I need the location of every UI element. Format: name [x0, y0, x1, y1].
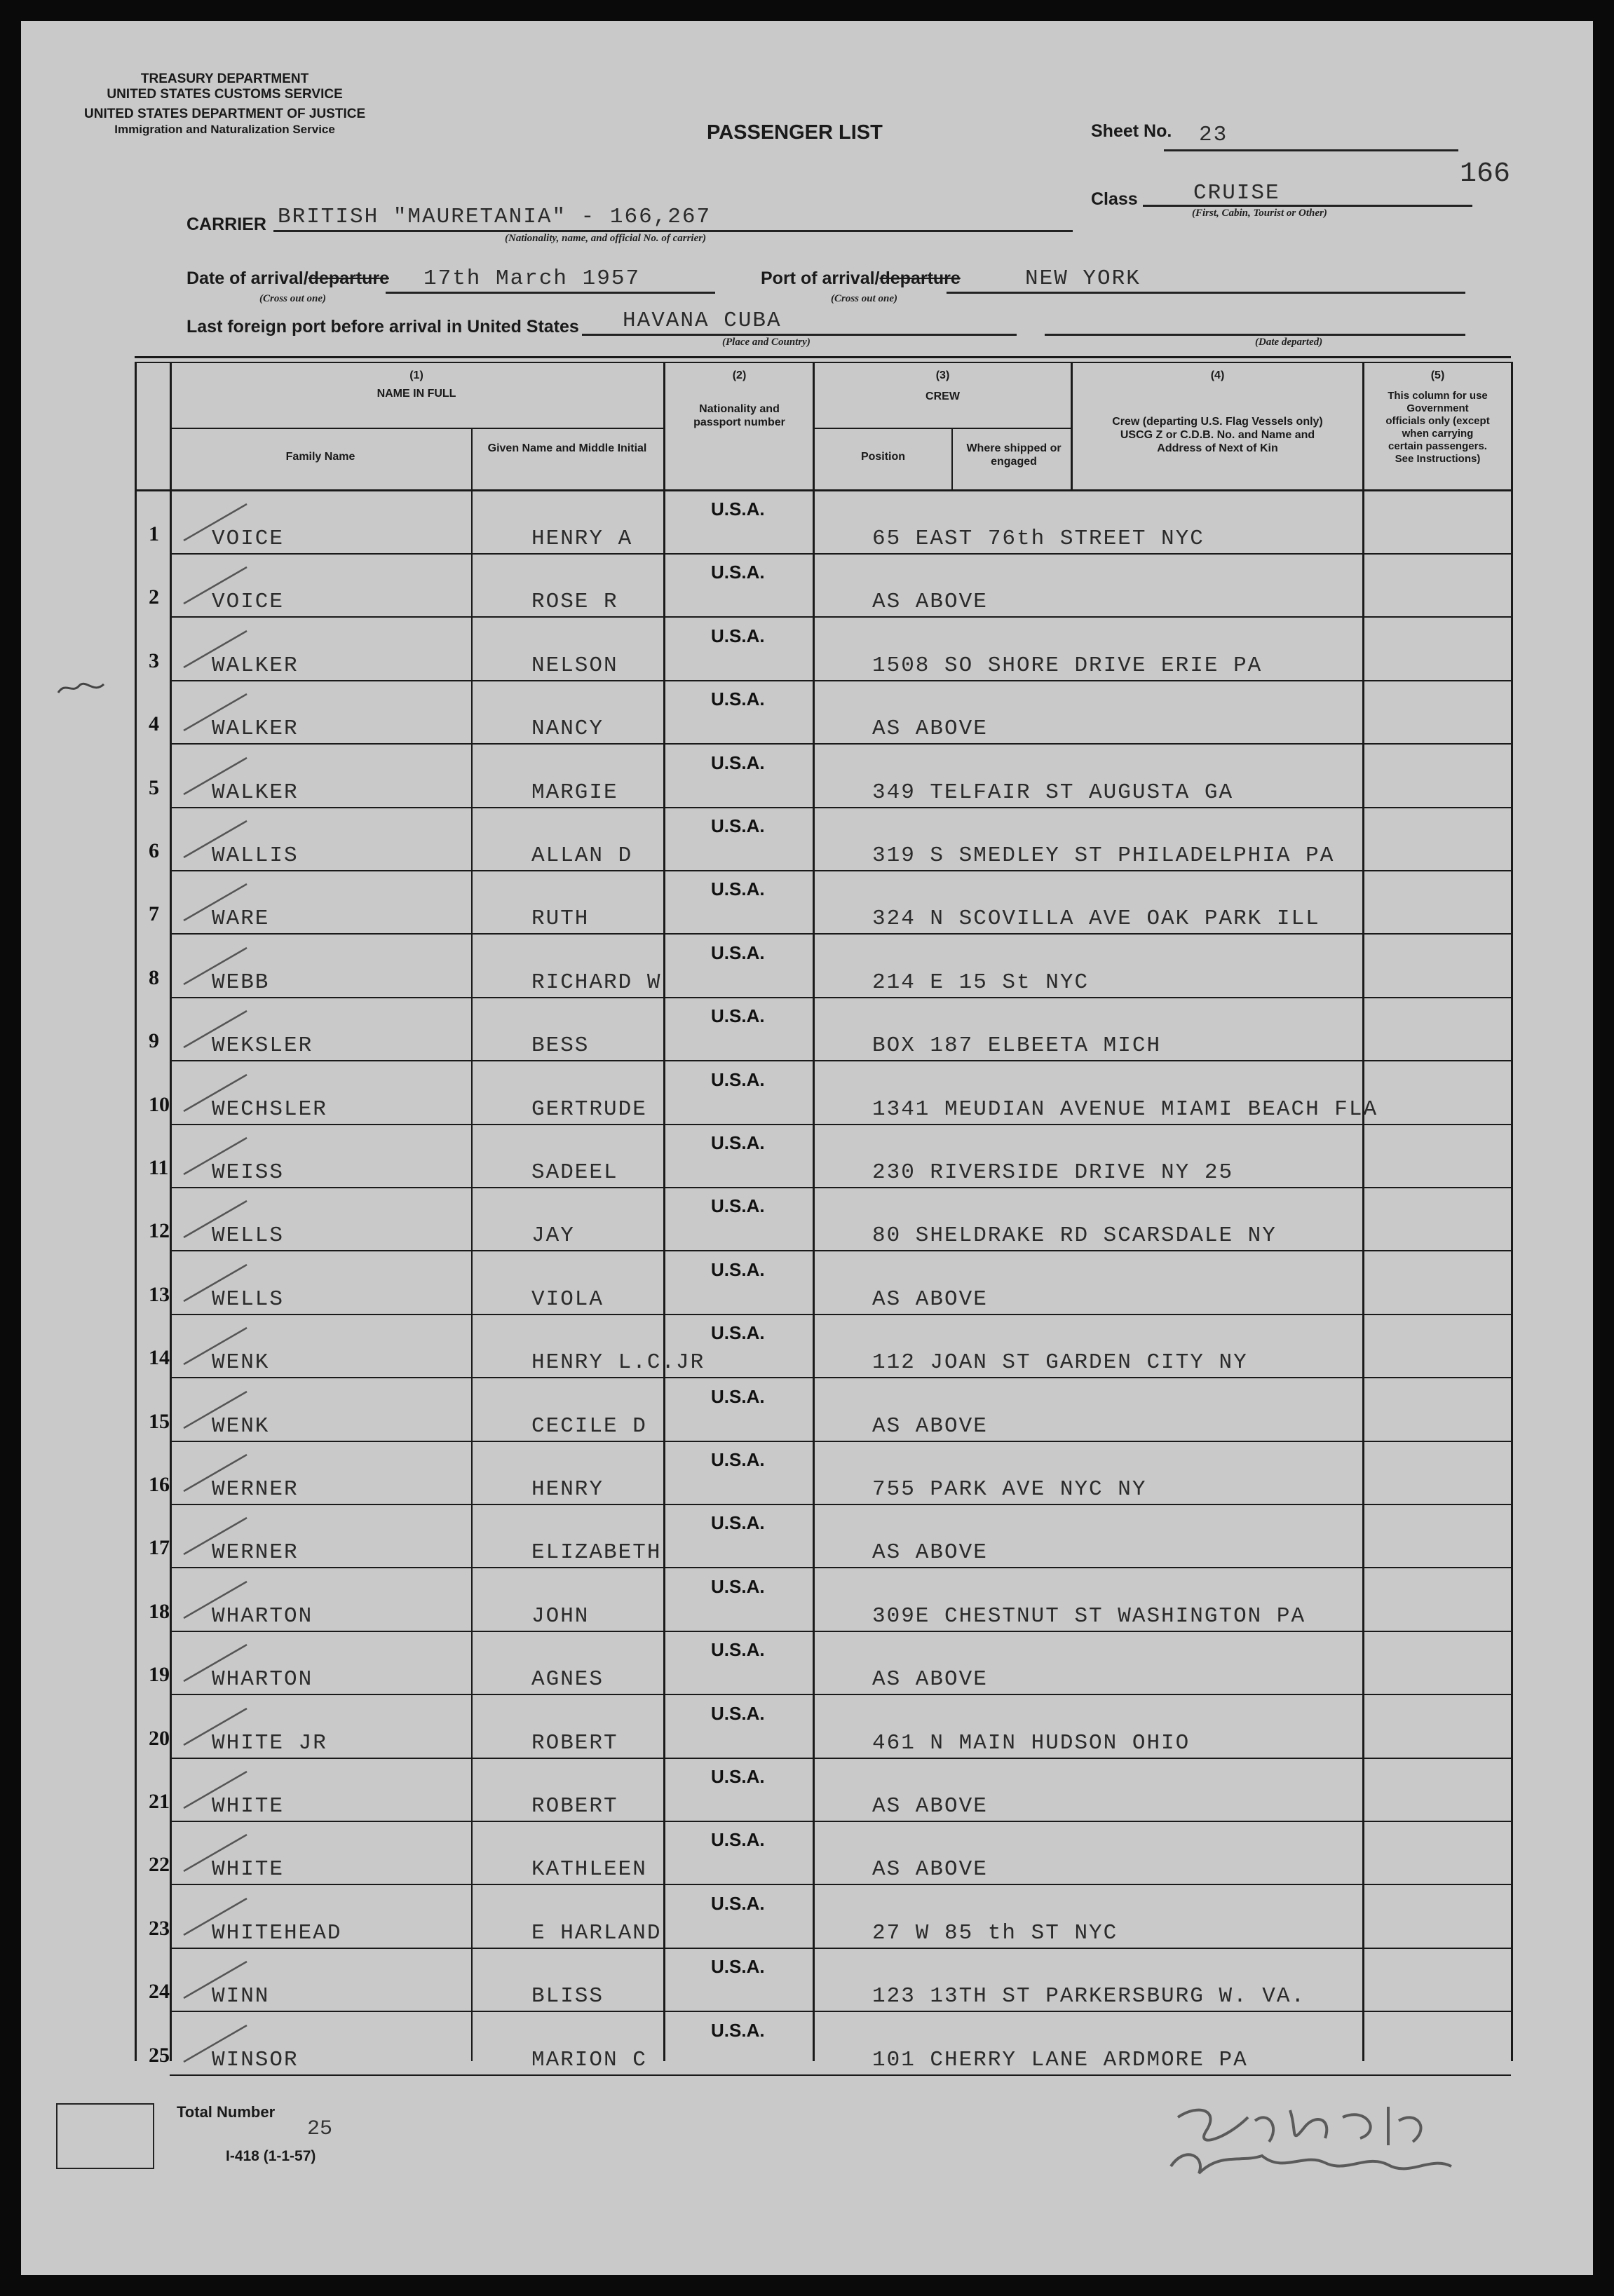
check-mark — [177, 1956, 261, 2005]
next-of-kin-address: 309E CHESTNUT ST WASHINGTON PA — [872, 1604, 1306, 1629]
given-name: JOHN — [531, 1604, 590, 1629]
family-name: WHITE — [212, 1857, 285, 1882]
nationality: U.S.A. — [711, 942, 765, 963]
row-separator — [170, 1821, 1511, 1822]
arrival-date-struck: departure — [308, 269, 389, 288]
table-top-border-inner — [135, 362, 1511, 363]
family-name: WALLIS — [212, 843, 299, 868]
next-of-kin-address: 101 CHERRY LANE ARDMORE PA — [872, 2048, 1248, 2072]
given-name: NANCY — [531, 716, 604, 741]
name-subheader-line — [170, 428, 663, 429]
given-name: KATHLEEN — [531, 1857, 647, 1882]
sheet-number: 23 — [1199, 123, 1228, 147]
next-of-kin-address: 65 EAST 76th STREET NYC — [872, 527, 1205, 551]
nationality: U.S.A. — [711, 1259, 765, 1280]
given-name: CECILE D — [531, 1414, 647, 1439]
row-separator — [170, 870, 1511, 871]
check-mark — [177, 688, 261, 738]
family-name: WALKER — [212, 653, 299, 678]
row-number: 1 — [149, 522, 159, 545]
family-name: WENK — [212, 1350, 270, 1375]
row-separator — [170, 933, 1511, 935]
given-name: VIOLA — [531, 1287, 604, 1312]
nationality: U.S.A. — [711, 1069, 765, 1090]
family-name: WHITE — [212, 1794, 285, 1819]
col1-title: NAME IN FULL — [377, 388, 456, 400]
family-name: VOICE — [212, 527, 285, 551]
check-mark — [177, 878, 261, 928]
row-separator — [170, 997, 1511, 998]
row-separator — [170, 1631, 1511, 1632]
agency-line: Immigration and Naturalization Service — [114, 123, 335, 136]
check-mark — [177, 1322, 261, 1371]
carrier-value: BRITISH "MAURETANIA" - 166,267 — [278, 205, 712, 229]
port-label — [761, 269, 961, 289]
class-value: CRUISE — [1193, 181, 1280, 205]
last-port-underline — [582, 334, 1017, 336]
row-number: 25 — [149, 2044, 170, 2067]
port-struck: departure — [879, 269, 961, 288]
nationality: U.S.A. — [711, 1512, 765, 1533]
check-mark — [177, 1512, 261, 1561]
row-separator — [170, 1124, 1511, 1125]
arrival-date-underline — [386, 292, 715, 294]
row-separator — [170, 1948, 1511, 1949]
nationality: U.S.A. — [711, 688, 765, 709]
next-of-kin-address: AS ABOVE — [872, 1794, 988, 1819]
given-name-header: Given Name and Middle Initial — [487, 442, 647, 454]
check-mark — [177, 1766, 261, 1815]
form-number: I-418 (1-1-57) — [226, 2148, 316, 2164]
nationality: U.S.A. — [711, 1956, 765, 1977]
row-number: 14 — [149, 1346, 170, 1369]
col2-number: (2) — [732, 369, 747, 381]
check-mark — [177, 1069, 261, 1118]
next-of-kin-address: AS ABOVE — [872, 1540, 988, 1565]
row-separator — [170, 1504, 1511, 1505]
check-mark — [177, 1005, 261, 1054]
given-name: RUTH — [531, 906, 590, 931]
given-name: AGNES — [531, 1667, 604, 1692]
row-number: 4 — [149, 712, 159, 735]
next-of-kin-address: 1508 SO SHORE DRIVE ERIE PA — [872, 653, 1263, 678]
class-label: Class — [1091, 189, 1138, 209]
check-mark — [177, 1893, 261, 1942]
family-name: WHARTON — [212, 1667, 313, 1692]
given-name: ROBERT — [531, 1731, 618, 1755]
signature-mark — [1157, 2089, 1549, 2194]
given-name: HENRY A — [531, 527, 633, 551]
family-name: WHITEHEAD — [212, 1921, 342, 1945]
check-mark — [177, 498, 261, 548]
carrier-label: CARRIER — [187, 215, 266, 234]
row-separator — [170, 1884, 1511, 1885]
family-name: VOICE — [212, 590, 285, 614]
family-name: WERNER — [212, 1540, 299, 1565]
row-number: 21 — [149, 1790, 170, 1813]
given-name: MARION C — [531, 2048, 647, 2072]
col3-number: (3) — [935, 369, 950, 381]
nationality: U.S.A. — [711, 1005, 765, 1026]
next-of-kin-address: 319 S SMEDLEY ST PHILADELPHIA PA — [872, 843, 1335, 868]
row-separator — [170, 1567, 1511, 1568]
check-mark — [177, 1829, 261, 1878]
carrier-hint: (Nationality, name, and official No. of carrier) — [505, 233, 707, 244]
given-name: E HARLAND — [531, 1921, 662, 1945]
given-name: HENRY — [531, 1477, 604, 1502]
given-name: BLISS — [531, 1984, 604, 2009]
family-name: WHARTON — [212, 1604, 313, 1629]
row-separator — [170, 1250, 1511, 1251]
arrival-date-label-text: Date of arrival/ — [187, 269, 308, 288]
given-name: RICHARD W — [531, 970, 662, 995]
col5-number: (5) — [1430, 369, 1445, 381]
row-number: 9 — [149, 1029, 159, 1052]
carrier-underline — [273, 230, 1073, 232]
date-departed-underline — [1045, 334, 1465, 336]
family-name: WEISS — [212, 1160, 285, 1185]
row-separator — [170, 1060, 1511, 1061]
nationality: U.S.A. — [711, 1132, 765, 1153]
check-mark — [177, 1195, 261, 1244]
given-name: ALLAN D — [531, 843, 633, 868]
check-mark — [177, 1259, 261, 1308]
crew-subheader-line — [813, 428, 1071, 429]
cross-out-hint-1: (Cross out one) — [259, 293, 327, 304]
table-top-border — [135, 356, 1511, 358]
nationality: U.S.A. — [711, 562, 765, 583]
next-of-kin-address: 27 W 85 th ST NYC — [872, 1921, 1118, 1945]
row-number: 23 — [149, 1917, 170, 1940]
sheet-underline — [1164, 149, 1458, 151]
row-number: 22 — [149, 1853, 170, 1876]
next-of-kin-address: AS ABOVE — [872, 590, 988, 614]
row-number: 15 — [149, 1410, 170, 1433]
row-number: 7 — [149, 902, 159, 925]
page-stamp: 166 — [1460, 158, 1511, 190]
port-label-text: Port of arrival/ — [761, 269, 880, 288]
nationality: U.S.A. — [711, 1322, 765, 1343]
check-mark — [177, 1703, 261, 1752]
position-header: Position — [860, 451, 906, 463]
row-separator — [170, 2011, 1511, 2012]
date-departed-hint: (Date departed) — [1255, 337, 1323, 348]
col5-title: This column for use Government officials only (except when carrying certain passengers. See Instructions) — [1385, 390, 1490, 465]
arrival-date-value: 17th March 1957 — [423, 266, 641, 291]
nationality: U.S.A. — [711, 1386, 765, 1407]
class-underline — [1143, 205, 1472, 207]
next-of-kin-address: 349 TELFAIR ST AUGUSTA GA — [872, 780, 1234, 805]
row-number: 8 — [149, 966, 159, 989]
agency-line: UNITED STATES DEPARTMENT OF JUSTICE — [84, 107, 366, 121]
given-name: NELSON — [531, 653, 618, 678]
family-name-header: Family Name — [285, 451, 355, 463]
place-hint: (Place and Country) — [722, 337, 811, 348]
family-name: WELLS — [212, 1223, 285, 1248]
next-of-kin-address: AS ABOVE — [872, 1414, 988, 1439]
next-of-kin-address: AS ABOVE — [872, 1287, 988, 1312]
nationality: U.S.A. — [711, 1766, 765, 1787]
next-of-kin-address: AS ABOVE — [872, 716, 988, 741]
agency-line: UNITED STATES CUSTOMS SERVICE — [107, 87, 343, 102]
family-name: WELLS — [212, 1287, 285, 1312]
check-mark — [177, 1132, 261, 1181]
nationality: U.S.A. — [711, 878, 765, 899]
given-name: ROSE R — [531, 590, 618, 614]
agency-header — [84, 72, 365, 137]
given-name: MARGIE — [531, 780, 618, 805]
name-divider — [471, 428, 473, 2061]
given-name: ELIZABETH — [531, 1540, 662, 1565]
row-separator — [170, 743, 1511, 745]
given-name: GERTRUDE — [531, 1097, 647, 1122]
page-title: PASSENGER LIST — [707, 121, 883, 144]
check-mark — [177, 2020, 261, 2069]
nationality: U.S.A. — [711, 2020, 765, 2041]
row-separator — [170, 807, 1511, 808]
given-name: HENRY L.C.JR — [531, 1350, 705, 1375]
table-right-border — [1511, 362, 1513, 2061]
agency-line: TREASURY DEPARTMENT — [140, 72, 309, 86]
row-number: 18 — [149, 1600, 170, 1623]
next-of-kin-address: 230 RIVERSIDE DRIVE NY 25 — [872, 1160, 1234, 1185]
next-of-kin-address: BOX 187 ELBEETA MICH — [872, 1033, 1162, 1058]
next-of-kin-address: 755 PARK AVE NYC NY — [872, 1477, 1147, 1502]
row-separator — [170, 680, 1511, 681]
last-port-value: HAVANA CUBA — [623, 308, 782, 333]
family-name: WEKSLER — [212, 1033, 313, 1058]
nationality: U.S.A. — [711, 752, 765, 773]
next-of-kin-address: 324 N SCOVILLA AVE OAK PARK ILL — [872, 906, 1320, 931]
row-number: 16 — [149, 1473, 170, 1496]
family-name: WALKER — [212, 716, 299, 741]
check-mark — [177, 1449, 261, 1498]
col2-title: Nationality and passport number — [693, 403, 785, 428]
family-name: WARE — [212, 906, 270, 931]
table-left-border — [135, 362, 137, 2061]
crew-divider — [951, 428, 953, 491]
nationality: U.S.A. — [711, 815, 765, 836]
family-name: WHITE JR — [212, 1731, 327, 1755]
family-name: WECHSLER — [212, 1097, 327, 1122]
row-number: 2 — [149, 585, 159, 609]
port-value: NEW YORK — [1025, 266, 1141, 291]
row-separator — [170, 1377, 1511, 1378]
check-mark — [177, 942, 261, 991]
row-number: 3 — [149, 649, 159, 672]
nationality: U.S.A. — [711, 1576, 765, 1597]
nationality: U.S.A. — [711, 1639, 765, 1660]
family-name: WENK — [212, 1414, 270, 1439]
col4-number: (4) — [1210, 369, 1225, 381]
nationality: U.S.A. — [711, 625, 765, 646]
check-mark — [177, 752, 261, 801]
row-number: 6 — [149, 839, 159, 862]
arrival-date-label — [187, 269, 389, 289]
family-name: WERNER — [212, 1477, 299, 1502]
row-number: 17 — [149, 1536, 170, 1559]
total-value: 25 — [307, 2117, 333, 2141]
family-name: WINN — [212, 1984, 270, 2009]
row-separator — [170, 2074, 1511, 2076]
nationality: U.S.A. — [711, 1195, 765, 1216]
nationality: U.S.A. — [711, 1449, 765, 1470]
col1-number: (1) — [409, 369, 423, 381]
next-of-kin-address: 80 SHELDRAKE RD SCARSDALE NY — [872, 1223, 1277, 1248]
next-of-kin-address: 461 N MAIN HUDSON OHIO — [872, 1731, 1191, 1755]
col3-title: CREW — [925, 390, 960, 402]
header-bottom-line — [135, 489, 1511, 491]
family-name: WINSOR — [212, 2048, 299, 2072]
row-separator — [170, 1187, 1511, 1188]
margin-mark — [55, 673, 111, 701]
sheet-label: Sheet No. — [1091, 121, 1172, 141]
check-mark — [177, 815, 261, 864]
last-port-label: Last foreign port before arrival in United States — [187, 317, 579, 337]
given-name: ROBERT — [531, 1794, 618, 1819]
next-of-kin-address: 1341 MEUDIAN AVENUE MIAMI BEACH FLA — [872, 1097, 1378, 1122]
check-mark — [177, 1386, 261, 1435]
next-of-kin-address: 123 13TH ST PARKERSBURG W. VA. — [872, 1984, 1306, 2009]
document-page — [21, 21, 1593, 2275]
row-number: 12 — [149, 1219, 170, 1242]
next-of-kin-address: 214 E 15 St NYC — [872, 970, 1090, 995]
family-name: WALKER — [212, 780, 299, 805]
nationality: U.S.A. — [711, 1893, 765, 1914]
check-mark — [177, 625, 261, 674]
total-box — [56, 2103, 154, 2169]
next-of-kin-address: 112 JOAN ST GARDEN CITY NY — [872, 1350, 1248, 1375]
row-number: 13 — [149, 1283, 170, 1306]
row-separator — [170, 553, 1511, 555]
total-label: Total Number — [177, 2103, 276, 2121]
class-hint: (First, Cabin, Tourist or Other) — [1192, 208, 1327, 219]
given-name: JAY — [531, 1223, 575, 1248]
check-mark — [177, 1576, 261, 1625]
row-separator — [170, 1694, 1511, 1695]
row-separator — [170, 1758, 1511, 1759]
family-name: WEBB — [212, 970, 270, 995]
row-number: 19 — [149, 1663, 170, 1686]
row-separator — [170, 1441, 1511, 1442]
row-number: 10 — [149, 1093, 170, 1116]
col4-title: Crew (departing U.S. Flag Vessels only) USCG Z or C.D.B. No. and Name and Address of Next of Kin — [1112, 416, 1323, 454]
row-number: 20 — [149, 1727, 170, 1750]
row-number: 24 — [149, 1980, 170, 2003]
row-separator — [170, 1314, 1511, 1315]
where-shipped-header: Where shipped or engaged — [966, 442, 1062, 468]
row-separator — [170, 616, 1511, 618]
cross-out-hint-2: (Cross out one) — [831, 293, 898, 304]
row-number: 11 — [149, 1156, 169, 1179]
given-name: SADEEL — [531, 1160, 618, 1185]
next-of-kin-address: AS ABOVE — [872, 1857, 988, 1882]
row-number: 5 — [149, 776, 159, 799]
check-mark — [177, 562, 261, 611]
nationality: U.S.A. — [711, 1829, 765, 1850]
given-name: BESS — [531, 1033, 590, 1058]
port-underline — [947, 292, 1465, 294]
nationality: U.S.A. — [711, 1703, 765, 1724]
check-mark — [177, 1639, 261, 1688]
next-of-kin-address: AS ABOVE — [872, 1667, 988, 1692]
nationality: U.S.A. — [711, 498, 765, 519]
